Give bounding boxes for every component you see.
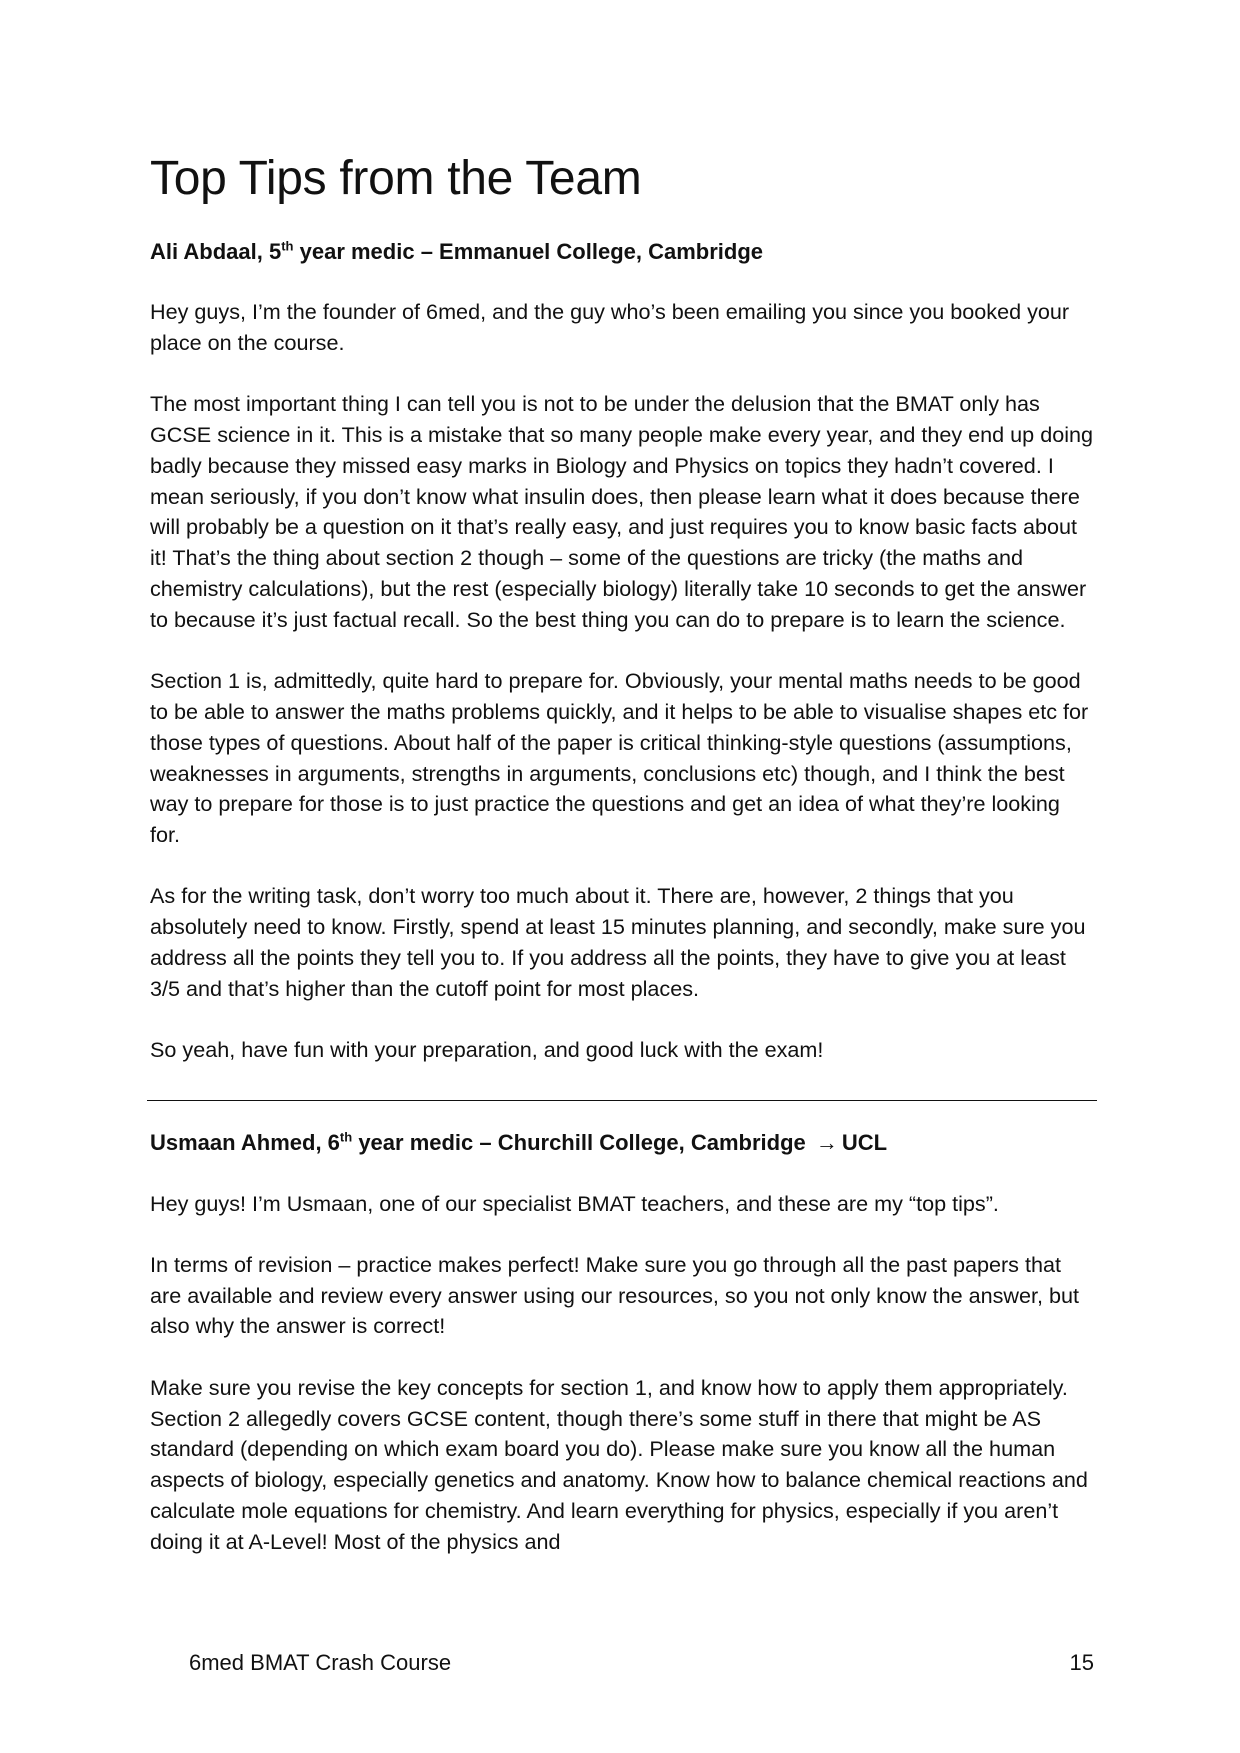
page-title: Top Tips from the Team: [150, 152, 642, 205]
paragraph: Hey guys, I’m the founder of 6med, and the guy who’s been emailing you since you booked your place on the course.: [150, 299, 1070, 355]
page-footer: [189, 1650, 1094, 1676]
author-heading: [150, 238, 1095, 267]
author-ordinal-suffix: th: [339, 1129, 353, 1145]
author-name: Usmaan Ahmed, 6: [150, 1129, 340, 1155]
footer-title: 6med BMAT Crash Course: [189, 1650, 452, 1675]
paragraph: The most important thing I can tell you is not to be under the delusion that the BMAT only has GCSE science in it. This is a mistake that so many people make every year, and they end up doing badly because they missed easy marks in Biology and Physics on topics they hadn’t covered. I mean seriously, if you don’t know what insulin does, then please learn what it does because there will probably be a question on it that’s really easy, and just requires you to know basic facts about it! That’s the thing about section 2 though – some of the questions are tricky (the maths and chemistry calculations), but the rest (especially biology) literally take 10 seconds to get the answer to because it’s just factual recall. So the best thing you can do to prepare is to learn the science.: [150, 391, 1094, 632]
paragraph: Hey guys! I’m Usmaan, one of our specialist BMAT teachers, and these are my “top tips”.: [150, 1190, 999, 1216]
paragraph: Section 1 is, admittedly, quite hard to prepare for. Obviously, your mental maths needs to be good to be able to answer the maths problems quickly, and it helps to be able to visualise shapes etc for those types of questions. About half of the paper is critical thinking-style questions (assumptions, weaknesses in arguments, strengths in arguments, conclusions etc) though, and I think the best way to prepare for those is to just practice the questions and get an idea of what they’re looking for.: [150, 668, 1089, 848]
tip-section-ali: [150, 238, 1095, 1066]
tip-section-usmaan: [150, 1129, 1095, 1558]
author-name: Ali Abdaal, 5: [150, 238, 282, 264]
author-affiliation: year medic – Emmanuel College, Cambridge: [293, 238, 763, 264]
document-page: [150, 150, 1095, 1557]
paragraph: Make sure you revise the key concepts for section 1, and know how to apply them appropriately. Section 2 allegedly covers GCSE content, though there’s some stuff in there that might be AS standard (depending on which exam board you do). Please make sure you know all the human aspects of biology, especially genetics and anatomy. Know how to balance chemical reactions and calculate mole equations for chemistry. And learn everything for physics, especially if you aren’t doing it at A-Level! Most of the physics and: [150, 1374, 1088, 1554]
right-arrow-icon: →: [815, 1129, 838, 1155]
section-divider: [147, 1100, 1097, 1101]
author-ordinal-suffix: th: [281, 238, 294, 254]
author-destination: UCL: [841, 1129, 888, 1155]
paragraph: As for the writing task, don’t worry too much about it. There are, however, 2 things that you absolutely need to know. Firstly, spend at least 15 minutes planning, and secondly, make sure you address all the points they tell you to. If you address all the points, they have to give you at least 3/5 and that’s higher than the cutoff point for most places.: [150, 883, 1086, 1001]
paragraph: So yeah, have fun with your preparation, and good luck with the exam!: [150, 1037, 824, 1063]
page-number: 15: [1069, 1650, 1094, 1675]
author-heading: [150, 1129, 1095, 1158]
paragraph: In terms of revision – practice makes perfect! Make sure you go through all the past papers that are available and review every answer using our resources, so you not only know the answer, but also why the answer is correct!: [150, 1251, 1080, 1339]
author-affiliation: year medic – Churchill College, Cambridge: [352, 1129, 806, 1155]
